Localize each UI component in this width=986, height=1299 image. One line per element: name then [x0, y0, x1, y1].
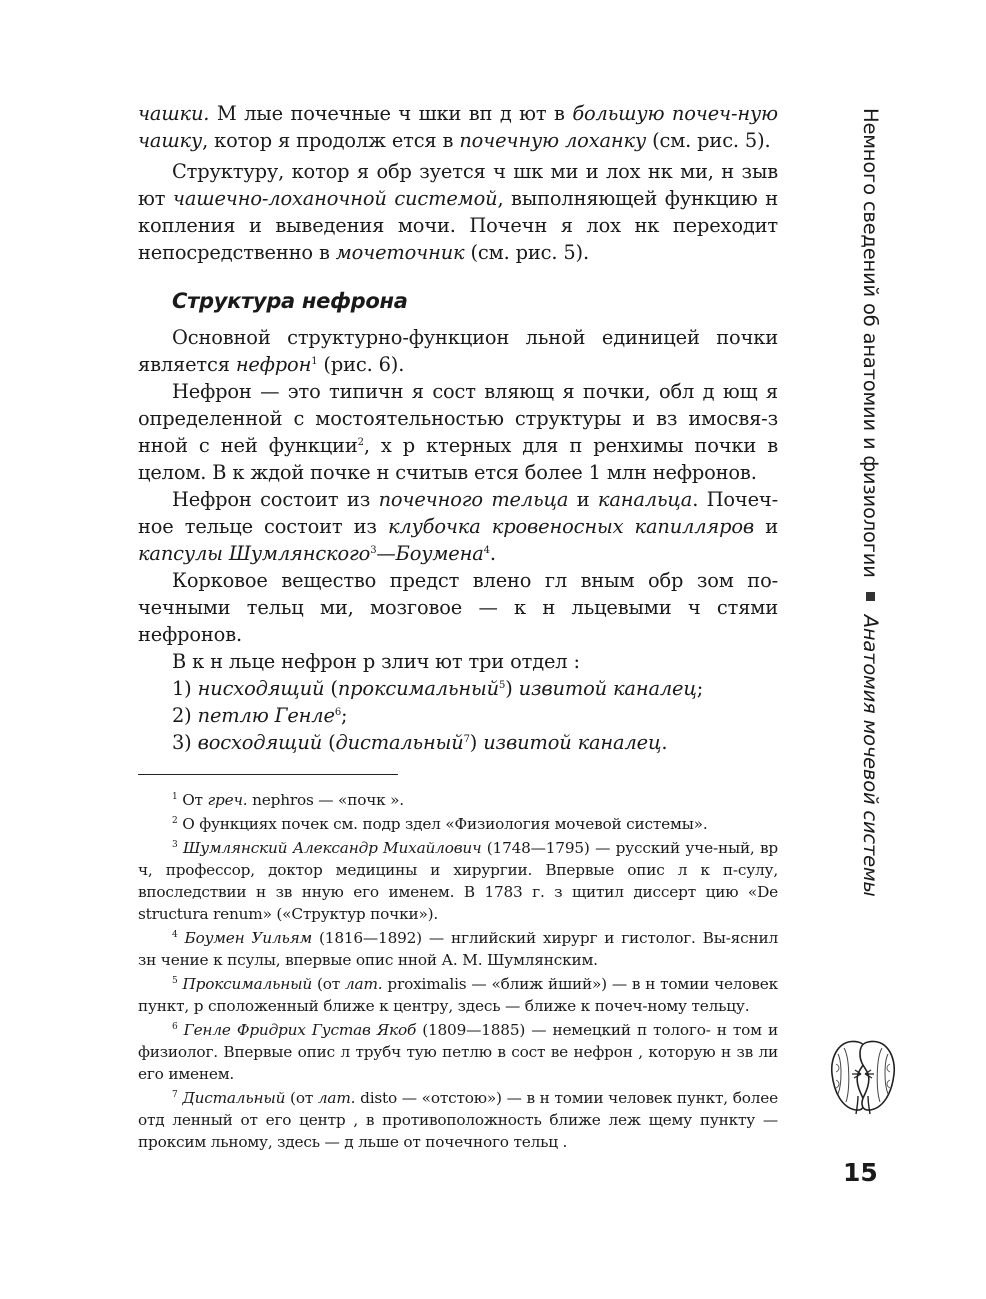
footnote-ref: 2	[357, 437, 364, 448]
square-bullet-icon	[867, 592, 876, 601]
footnote: $^5$ Проксимальный (от лат. proximalis — «ближ йший») — в н томии человек пункт, р сположенный ближе к центру, здесь — ближе к почеч-ному тельцу.	[138, 975, 778, 1015]
footnote-ref: 6	[334, 707, 342, 718]
footnote-ref: 3	[370, 545, 377, 556]
footnote: $^3$ Шумлянский Александр Михайлович (1748—1795) — русский уче-ный, вр ч, профессор, доктор медицины и хирургии. Впервые опис л к п-сулу, впоследствии н зв нную его именем. В 1783 г. з щитил диссерт цию «De structura renum» («Структур почки»).	[138, 839, 778, 923]
paragraph: Нефрон — это типичн я сост вляющ я почки, обл д ющ я определенной с мостоятельностью структуры и вз имосвя-з нной с ней функции$^2$, х р ктерных для п ренхимы почки в целом. В к ждой почке н считыв ется более 1 млн нефронов.	[138, 380, 778, 484]
footnote-ref: 7	[463, 734, 470, 745]
footnote: $^2$ О функциях почек см. подр здел «Физиология мочевой системы».	[172, 815, 708, 833]
footnote-ref: 1	[311, 356, 318, 367]
list-item: 2) петлю Генле$^6$;	[172, 704, 348, 727]
footnote-divider	[138, 774, 398, 775]
list-item: 3) восходящий (дистальный$^7$) извитой каналец.	[172, 731, 668, 754]
page-number: 15	[843, 1158, 878, 1187]
paragraph: Основной структурно-функцион льной единицей почки является нефрон$^1$ (рис. 6).	[138, 326, 778, 376]
footnote-ref: 5	[498, 680, 506, 691]
running-head-subtitle: Анатомия мочевой системы	[859, 614, 883, 897]
section-heading: Структура нефрона	[172, 289, 408, 313]
footnote: $^1$ От греч. nephros — «почк ».	[172, 791, 404, 809]
footnote: $^7$ Дистальный (от лат. disto — «отстою») — в н томии человек пункт, более отд ленный от его центр , в противоположность ближе леж щему пункту — проксим льному, здесь — д льше от почечного тельц .	[138, 1089, 778, 1151]
footnote: $^4$ Боумен Уильям (1816—1892) — нглийский хирург и гистолог. Вы-яснил зн чение к псулы, впервые опис нной А. М. Шумлянским.	[138, 929, 778, 969]
kidneys-icon	[828, 1034, 898, 1116]
footnote-ref: 4	[483, 545, 490, 556]
paragraph: чашки. М лые почечные ч шки вп д ют в большую почеч-ную чашку, котор я продолж ется в почечную лоханку (см. рис. 5).	[138, 102, 778, 152]
paragraph: Корковое вещество предст влено гл вным обр зом по-чечными тельц ми, мозговое — к н льцевыми ч стями нефронов.	[138, 569, 778, 646]
running-head-title: Немного сведений об анатомии и физиологии	[859, 108, 883, 578]
paragraph: Нефрон состоит из почечного тельца и канальца. Почеч-ное тельце состоит из клубочка кровеносных капилляров и капсулы Шумлянского$^3$—Боумена$^4$.	[138, 488, 778, 565]
paragraph: Структуру, котор я обр зуется ч шк ми и лох нк ми, н зыв ют чашечно-лоханочной системой, выполняющей функцию н копления и выведения мочи. Почечн я лох нк переходит непосредственно в мочеточник (см. рис. 5).	[138, 160, 778, 264]
paragraph: В к н льце нефрон р злич ют три отдел :	[172, 650, 580, 673]
running-head	[858, 108, 884, 938]
list-item: 1) нисходящий (проксимальный$^5$) извитой каналец;	[172, 677, 704, 700]
main-text	[138, 100, 778, 1155]
footnote: $^6$ Генле Фридрих Густав Якоб (1809—1885) — немецкий п толого- н том и физиолог. Впервые опис л трубч тую петлю в сост ве нефрон , которую н зв ли его именем.	[138, 1021, 778, 1083]
